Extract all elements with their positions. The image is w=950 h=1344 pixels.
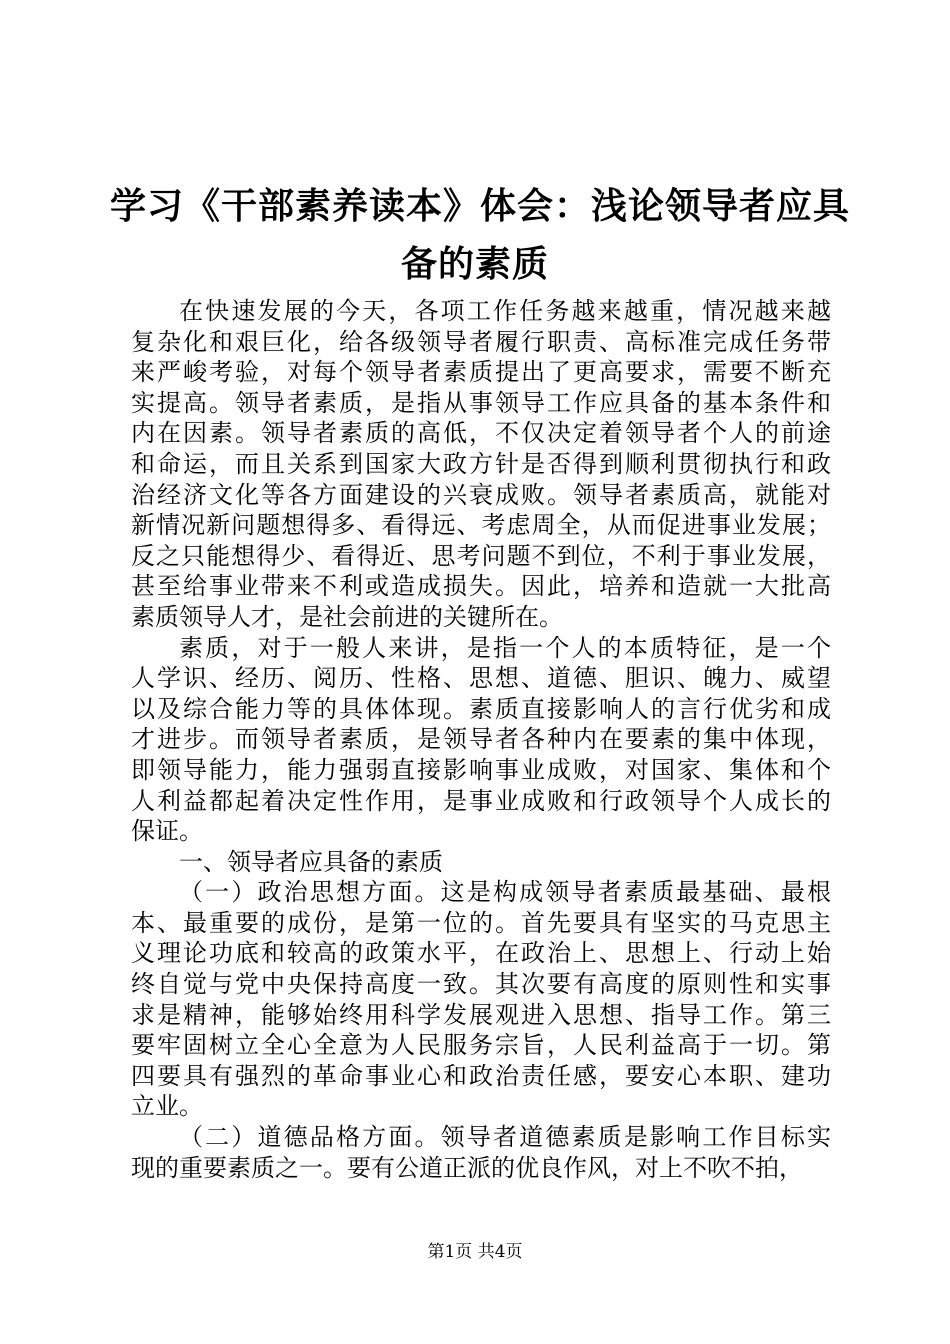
document-title-line-1: 学习《干部素养读本》体会：浅论领导者应具 bbox=[110, 185, 851, 227]
paragraph bbox=[131, 633, 831, 847]
paragraph bbox=[131, 1122, 831, 1183]
paragraph-line: 一、领导者应具备的素质 bbox=[179, 847, 443, 876]
paragraph-line: 素质领导人才，是社会前进的关键所在。 bbox=[131, 602, 563, 631]
paragraph-line: 以及综合能力等的具体体现。素质直接影响人的言行优劣和成 bbox=[131, 694, 831, 723]
paragraph-line: 在快速发展的今天，各项工作任务越来越重，情况越来越 bbox=[179, 297, 831, 325]
paragraph-line: 义理论功底和较高的政策水平，在政治上、思想上、行动上始 bbox=[131, 939, 831, 968]
paragraph-line: 来严峻考验，对每个领导者素质提出了更高要求，需要不断充 bbox=[131, 358, 831, 387]
paragraph-line: 立业。 bbox=[131, 1092, 203, 1121]
paragraph-line: （二）道德品格方面。领导者道德素质是影响工作目标实 bbox=[179, 1123, 831, 1152]
paragraph-line: 人学识、经历、阅历、性格、思想、道德、胆识、魄力、威望 bbox=[131, 664, 831, 693]
paragraph-line: 和命运，而且关系到国家大政方针是否得到顺利贯彻执行和政 bbox=[131, 449, 831, 478]
paragraph-line: 才进步。而领导者素质，是领导者各种内在要素的集中体现， bbox=[131, 725, 831, 754]
paragraph bbox=[131, 847, 831, 878]
paragraph-line: 新情况新问题想得多、看得远、考虑周全，从而促进事业发展； bbox=[131, 511, 831, 540]
paragraph-line: （一）政治思想方面。这是构成领导者素质最基础、最根 bbox=[179, 878, 831, 907]
paragraph-line: 即领导能力，能力强弱直接影响事业成败，对国家、集体和个 bbox=[131, 755, 831, 784]
paragraph-line: 求是精神，能够始终用科学发展观进入思想、指导工作。第三 bbox=[131, 1000, 831, 1029]
paragraph-line: 现的重要素质之一。要有公道正派的优良作风，对上不吹不拍， bbox=[131, 1153, 803, 1182]
paragraph-line: 实提高。领导者素质，是指从事领导工作应具备的基本条件和 bbox=[131, 388, 831, 417]
paragraph-line: 四要具有强烈的革命事业心和政治责任感，要安心本职、建功 bbox=[131, 1061, 831, 1090]
paragraph bbox=[131, 296, 831, 633]
paragraph-line: 要牢固树立全心全意为人民服务宗旨，人民利益高于一切。第 bbox=[131, 1031, 831, 1060]
paragraph-line: 内在因素。领导者素质的高低，不仅决定着领导者个人的前途 bbox=[131, 419, 831, 448]
paragraph-line: 终自觉与党中央保持高度一致。其次要有高度的原则性和实事 bbox=[131, 970, 831, 999]
paragraph-line: 素质，对于一般人来讲，是指一个人的本质特征，是一个 bbox=[179, 633, 831, 662]
paragraph-line: 复杂化和艰巨化，给各级领导者履行职责、高标准完成任务带 bbox=[131, 327, 831, 356]
page-footer: 第1页 共4页 bbox=[427, 1242, 523, 1262]
document-title-line-2: 备的素质 bbox=[400, 243, 549, 285]
paragraph-line: 反之只能想得少、看得近、思考问题不到位，不利于事业发展， bbox=[131, 541, 831, 570]
paragraph bbox=[131, 877, 831, 1122]
document-body bbox=[131, 296, 831, 1183]
paragraph-line: 本、最重要的成份，是第一位的。首先要具有坚实的马克思主 bbox=[131, 908, 831, 937]
paragraph-line: 人利益都起着决定性作用，是事业成败和行政领导个人成长的 bbox=[131, 786, 831, 815]
paragraph-line: 治经济文化等各方面建设的兴衰成败。领导者素质高，就能对 bbox=[131, 480, 831, 509]
paragraph-line: 甚至给事业带来不利或造成损失。因此，培养和造就一大批高 bbox=[131, 572, 831, 601]
paragraph-line: 保证。 bbox=[131, 817, 203, 846]
